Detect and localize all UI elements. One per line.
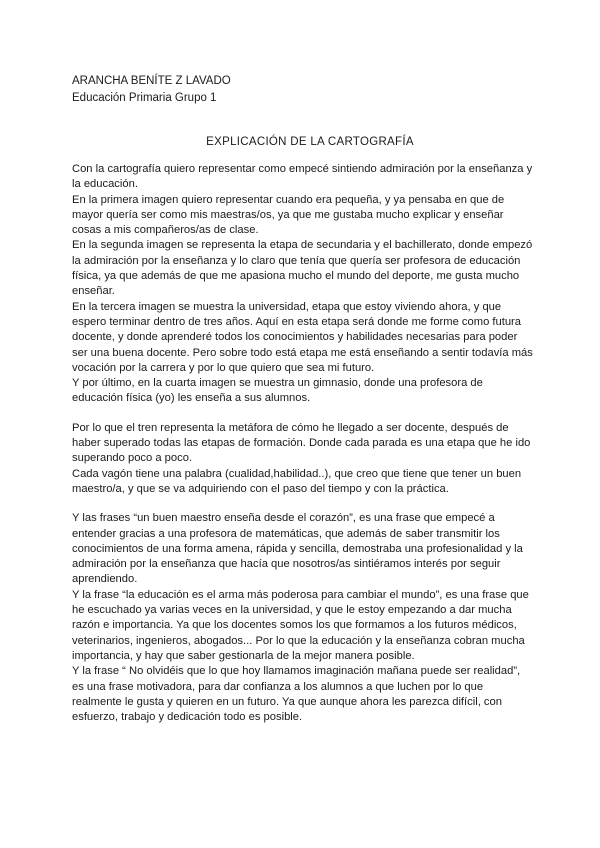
paragraph: Cada vagón tiene una palabra (cualidad,habilidad..), que creo que tiene que tener un buen maestro/a, y que se va adquiriendo con el paso del tiempo y con la práctica. [72, 467, 522, 495]
paragraph: En la primera imagen quiero representar cuando era pequeña, y ya pensaba en que de mayor quería ser como mis maestras/os, ya que me gustaba mucho explicar y enseñar cosas a mis compañeros/as de clase. [72, 193, 505, 237]
paragraph: Y la frase “ No olvidéis que lo que hoy llamamos imaginación mañana puede ser realidad”, es una frase motivadora, para dar confianza a los alumnos a que luchen por lo que realmente le gusta y quieren en un futuro. Ya que aunque ahora les parezca difícil, con esfuerzo, trabajo y dedicación todo es posible. [72, 665, 521, 724]
paragraph: En la segunda imagen se representa la etapa de secundaria y el bachillerato, donde empezó la admiración por la enseñanza y lo claro que tenía que quería ser profesora de educación física, ya que además de que me apasiona mucho el mundo del deporte, me gusta mucho enseñar. [72, 239, 533, 298]
paragraph-spacer [72, 407, 534, 421]
author-name: ARANCHA BENÍTE Z LAVADO [72, 75, 231, 87]
document-header [72, 73, 231, 107]
document-body [72, 162, 534, 725]
paragraph: Por lo que el tren representa la metáfora de cómo he llegado a ser docente, después de haber superado todas las etapas de formación. Donde cada parada es una etapa que he ido superando poco a poco. [72, 421, 531, 465]
paragraph: Con la cartografía quiero representar como empecé sintiendo admiración por la enseñanza y la educación. [72, 163, 533, 191]
course-group: Educación Primaria Grupo 1 [72, 92, 217, 104]
paragraph-spacer [72, 497, 534, 511]
paragraph: Y por último, en la cuarta imagen se muestra un gimnasio, donde una profesora de educación física (yo) les enseña a sus alumnos. [72, 377, 483, 405]
paragraph: Y la frase “la educación es el arma más poderosa para cambiar el mundo”, es una frase que he escuchado ya varias veces en la universidad, y que le estoy empezando a dar mucha razón e importancia. Ya que los docentes somos los que formamos a los futuros médicos, veterinarios, ingenieros, abogados... Por lo que la educación y la enseñanza cobran mucha importancia, y hay que saber gestionarla de la mejor manera posible. [72, 588, 529, 662]
document-title: EXPLICACIÓN DE LA CARTOGRAFÍA [206, 136, 414, 148]
paragraph: En la tercera imagen se muestra la universidad, etapa que estoy viviendo ahora, y que espero terminar dentro de tres años. Aquí en esta etapa será donde me forme como futura docente, y donde aprenderé todos los conocimientos y habilidades necesarias para poder ser una buena docente. Pero sobre todo está etapa me está enseñando a sentir todavía más vocación por la carrera y por lo que quiero que sea mi futuro. [72, 300, 533, 374]
paragraph: Y las frases “un buen maestro enseña desde el corazón”, es una frase que empecé a entender gracias a una profesora de matemáticas, que además de saber transmitir los conocimientos de una forma amena, rápida y sencilla, demostraba una profesionalidad y la admiración por la enseñanza que hacía que nosotros/as sintiéramos interés por seguir aprendiendo. [72, 512, 523, 586]
